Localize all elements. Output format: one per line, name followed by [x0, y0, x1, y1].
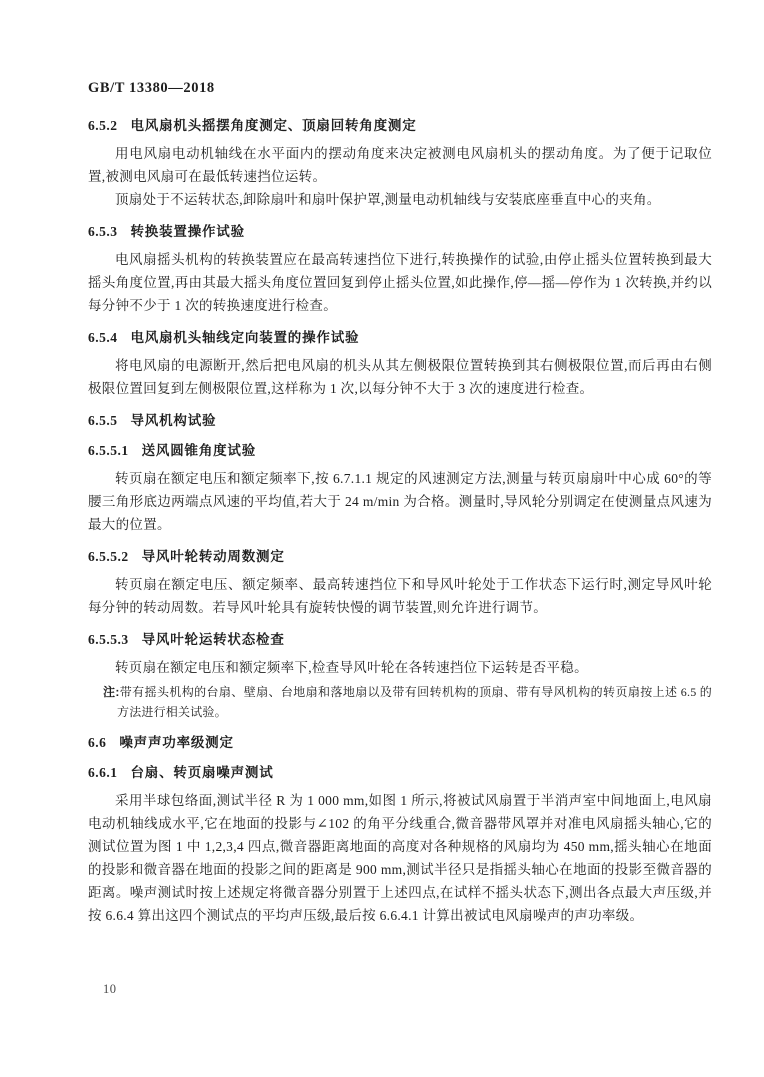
section-6-5-5-3: [88, 631, 712, 722]
standard-number-header: GB/T 13380—2018: [88, 80, 215, 96]
section-title: 电风扇机头轴线定向装置的操作试验: [130, 330, 360, 345]
note-text: 带有摇头机构的台扇、壁扇、台地扇和落地扇以及带有回转机构的顶扇、带有导风机构的转页扇按上述 6.5 的方法进行相关试验。: [117, 685, 712, 719]
body-paragraph: 转页扇在额定电压和额定频率下,按 6.7.1.1 规定的风速测定方法,测量与转页扇扇叶中心成 60°的等腰三角形底边两端点风速的平均值,若大于 24 m/min 为合格。测量时,导风轮分别调定在使测量点风速为最大的位置。: [88, 471, 712, 532]
section-title: 导风机构试验: [130, 413, 217, 428]
body-paragraph: 转页扇在额定电压和额定频率下,检查导风叶轮在各转速挡位下运转是否平稳。: [115, 660, 588, 675]
section-number: 6.5.3: [88, 224, 118, 239]
section-heading: [88, 412, 712, 430]
section-6-5-5-2: [88, 548, 712, 619]
section-6-5-5-1: [88, 442, 712, 536]
section-heading: [88, 329, 712, 347]
section-6-5-4: [88, 329, 712, 400]
section-title: 转换装置操作试验: [130, 224, 245, 239]
section-heading: [88, 734, 712, 752]
body-paragraph: 电风扇摇头机构的转换装置应在最高转速挡位下进行,转换操作的试验,由停止摇头位置转换到最大摇头角度位置,再由其最大摇头角度位置回复到停止摇头位置,如此操作,停—摇—停作为 1 次转换,并约以每分钟不少于 1 次的转换速度进行检查。: [88, 252, 712, 313]
section-number: 6.6: [88, 735, 107, 750]
body-paragraph: 用电风扇电动机轴线在水平面内的摆动角度来决定被测电风扇机头的摆动角度。为了便于记取位置,被测电风扇可在最低转速挡位运转。: [88, 146, 712, 184]
section-6-5-5: [88, 412, 712, 430]
section-title: 送风圆锥角度试验: [141, 443, 257, 458]
section-heading: [88, 764, 712, 782]
note-block: [103, 682, 712, 722]
section-number: 6.5.5.3: [88, 632, 129, 647]
section-heading: [88, 223, 712, 241]
section-title: 导风叶轮转动周数测定: [141, 549, 285, 564]
section-heading: [88, 117, 712, 135]
section-title: 导风叶轮运转状态检查: [141, 632, 285, 647]
note-label: 注:: [103, 685, 120, 699]
section-number: 6.5.5.1: [88, 443, 129, 458]
section-title: 台扇、转页扇噪声测试: [130, 765, 274, 780]
section-number: 6.5.4: [88, 330, 118, 345]
section-number: 6.6.1: [88, 765, 118, 780]
section-title: 电风扇机头摇摆角度测定、顶扇回转角度测定: [130, 118, 417, 133]
section-heading: [88, 548, 712, 566]
section-heading: [88, 442, 712, 460]
body-paragraph: 顶扇处于不运转状态,卸除扇叶和扇叶保护罩,测量电动机轴线与安装底座垂直中心的夹角。: [115, 192, 661, 207]
body-paragraph: 将电风扇的电源断开,然后把电风扇的机头从其左侧极限位置转换到其右侧极限位置,而后再由右侧极限位置回复到左侧极限位置,这样称为 1 次,以每分钟不大于 3 次的速度进行检查。: [88, 358, 712, 396]
body-paragraph: 转页扇在额定电压、额定频率、最高转速挡位下和导风叶轮处于工作状态下运行时,测定导风叶轮每分钟的转动周数。若导风叶轮具有旋转快慢的调节装置,则允许进行调节。: [88, 577, 712, 615]
page-number: 10: [103, 982, 117, 996]
section-number: 6.5.5.2: [88, 549, 129, 564]
section-number: 6.5.2: [88, 118, 118, 133]
section-6-6-1: [88, 764, 712, 927]
section-6-5-2: [88, 117, 712, 211]
body-paragraph: 采用半球包络面,测试半径 R 为 1 000 mm,如图 1 所示,将被试风扇置于半消声室中间地面上,电风扇电动机轴线成水平,它在地面的投影与∠102 的角平分线重合,微音器带风罩并对准电风扇摇头轴心,它的测试位置为图 1 中 1,2,3,4 四点,微音器距离地面的高度对各种规格的风扇均为 450 mm,摇头轴心在地面的投影和微音器在地面的投影之间的距离是 900 mm,测试半径只是指摇头轴心在地面的投影至微音器的距离。噪声测试时按上述规定将微音器分别置于上述四点,在试样不摇头状态下,测出各点最大声压级,并按 6.6.4 算出这四个测试点的平均声压级,最后按 6.6.4.1 计算出被试电风扇噪声的声功率级。: [88, 793, 712, 923]
section-heading: [88, 631, 712, 649]
section-6-5-3: [88, 223, 712, 317]
section-title: 噪声声功率级测定: [119, 735, 234, 750]
section-number: 6.5.5: [88, 413, 118, 428]
section-6-6: [88, 734, 712, 752]
